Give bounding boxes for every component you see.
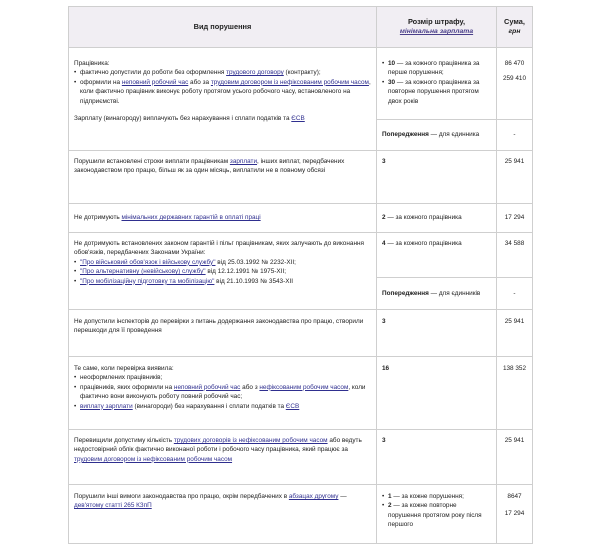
esv-link[interactable]: ЄСВ bbox=[285, 402, 300, 410]
list-item: • виплату зарплати (винагороди) без нарахування і сплати податків та ЄСВ bbox=[74, 402, 371, 411]
violation-cell: Те саме, коли перевірка виявила: • неоформлених працівників; • працівників, яких оформили на неповний робочий час або з нефіксованим робочим часом, коли фактично вони виконують роботу повний робочий час; • виплату зарплати (винагороди) без нарахування і сплати податків та ЄСВ bbox=[69, 357, 377, 430]
fines-table-wrapper bbox=[68, 6, 532, 544]
fine-cell: 2 — за кожного працівника bbox=[377, 204, 497, 233]
violation-cell: Перевищили допустиму кількість трудових договорів із нефіксованим робочим часом або ведуть недостовірний облік фактично виконаної роботи і робочого часу працівника, який працює за трудовим договором із нефіксованим робочим часом bbox=[69, 430, 377, 485]
non-fixed-hours-contract-link[interactable]: трудовим договором із нефіксованим робочим часом bbox=[210, 78, 369, 86]
list-item: • 2 — за кожне повторне порушення протягом року після першого bbox=[382, 501, 491, 529]
salary-link[interactable]: зарплати bbox=[229, 158, 258, 165]
table-row bbox=[69, 204, 533, 233]
salary-payment-link[interactable]: виплату зарплати bbox=[80, 402, 133, 410]
violation-cell: Працівника: • фактично допустили до роботи без оформлення трудового договору (контракту); • оформили на неповний робочий час або за трудовим договором із нефіксованим робочим часом, коли фактично працівник виконує роботу протягом усього робочого часу, встановленого на підприємстві. Зарплату (винагороду) виплачують без нарахування і сплати податків та ЄСВ bbox=[69, 48, 377, 151]
violation-cell: Не дотримують мінімальних державних гарантій в оплаті праці bbox=[69, 204, 377, 233]
warning-cell: Попередження — для єдинників bbox=[377, 278, 497, 310]
amount-cell: 8647 17 294 bbox=[497, 485, 533, 544]
labor-code-article-link[interactable]: дев'ятому статті 265 КЗпП bbox=[74, 502, 152, 510]
amount-cell: 17 294 bbox=[497, 204, 533, 233]
amount-cell: 25 941 bbox=[497, 430, 533, 485]
table-row bbox=[69, 430, 533, 485]
fine-cell: 3 bbox=[377, 430, 497, 485]
amount-cell: - bbox=[497, 278, 533, 310]
amount-cell: 25 941 bbox=[497, 151, 533, 204]
fines-table bbox=[68, 6, 533, 544]
amount-cell: 86 470 259 410 bbox=[497, 48, 533, 120]
header-amount: Сума, грн bbox=[497, 7, 533, 48]
violation-cell: Не допустили інспекторів до перевірки з питань додержання законодавства про працю, створили перешкоди для її проведення bbox=[69, 310, 377, 357]
part-time-link[interactable]: неповний робочий час bbox=[121, 78, 189, 86]
table-row bbox=[69, 233, 533, 278]
list-item: • "Про альтернативну (невійськову) службу" від 12.12.1991 № 1975-XII; bbox=[74, 267, 371, 276]
esv-link[interactable]: ЄСВ bbox=[291, 115, 305, 123]
table-row bbox=[69, 310, 533, 357]
table-row bbox=[69, 48, 533, 120]
table-row bbox=[69, 485, 533, 544]
list-item: • "Про мобілізаційну підготовку та мобілізацію" від 21.10.1993 № 3543-XII bbox=[74, 277, 371, 286]
list-item: • 30 — за кожного працівника за повторне порушення протягом двох років bbox=[382, 78, 491, 106]
violation-cell: Порушили інші вимоги законодавства про працю, окрім передбачених в абзацах другому — дев'ятому статті 265 КЗпП bbox=[69, 485, 377, 544]
table-row bbox=[69, 151, 533, 204]
header-fine-size: Розмір штрафу, мінімальна зарплата bbox=[377, 7, 497, 48]
fine-cell: 4 — за кожного працівника bbox=[377, 233, 497, 278]
military-duty-law-link[interactable]: "Про військовий обов'язок і військову службу" bbox=[80, 258, 216, 266]
minimum-wage-link[interactable]: мінімальна зарплата bbox=[399, 28, 474, 35]
minimum-guarantees-link[interactable]: мінімальних державних гарантій в оплаті праці bbox=[121, 214, 261, 222]
paragraphs-link[interactable]: абзацах другому bbox=[288, 493, 339, 500]
non-fixed-hours-link[interactable]: нефіксованим робочим часом bbox=[259, 383, 349, 391]
amount-cell: 34 588 bbox=[497, 233, 533, 278]
amount-cell: - bbox=[497, 119, 533, 150]
fine-cell: 16 bbox=[377, 357, 497, 430]
fine-cell bbox=[377, 48, 497, 120]
list-item: • оформили на неповний робочий час або за трудовим договором із нефіксованим робочим часом, коли фактично працівник виконує роботу протягом усього робочого часу, встановленого на підприємстві. bbox=[74, 78, 371, 106]
amount-cell: 25 941 bbox=[497, 310, 533, 357]
header-violation-type: Вид порушення bbox=[69, 7, 377, 48]
part-time-link[interactable]: неповний робочий час bbox=[173, 383, 241, 391]
table-row bbox=[69, 357, 533, 430]
list-item: • фактично допустили до роботи без оформлення трудового договору (контракту); bbox=[74, 68, 371, 77]
non-fixed-contract-link[interactable]: трудовим договором із нефіксованим робочим часом bbox=[74, 455, 233, 463]
list-item: • неоформлених працівників; bbox=[74, 373, 371, 382]
warning-cell: Попередження — для єдинника bbox=[377, 119, 497, 150]
labor-contract-link[interactable]: трудового договору bbox=[226, 69, 284, 77]
alternative-service-law-link[interactable]: "Про альтернативну (невійськову) службу" bbox=[80, 268, 206, 276]
fine-cell: 3 bbox=[377, 151, 497, 204]
table-header-row bbox=[69, 7, 533, 48]
non-fixed-contracts-link[interactable]: трудових договорів із нефіксованим робочим часом bbox=[173, 437, 328, 444]
violation-cell: Не дотримують встановлених законом гарантій і пільг працівникам, яких залучають до виконання обов'язків, передбачених Законами України: • "Про військовий обов'язок і військову службу" від 25.03.1992 № 2232-XII; • "Про альтернативну (невійськову) службу" від 12.12.1991 № 1975-XII; • "Про мобілізаційну підготовку та мобілізацію" від 21.10.1993 № 3543-XII bbox=[69, 233, 377, 310]
violation-cell: Порушили встановлені строки виплати працівникам зарплати, інших виплат, передбачених законодавством про працю, більш як за один місяць, виплатили не в повному обсязі bbox=[69, 151, 377, 204]
list-item: • 10 — за кожного працівника за перше порушення; bbox=[382, 59, 491, 78]
fine-cell bbox=[377, 485, 497, 544]
amount-cell: 138 352 bbox=[497, 357, 533, 430]
list-item: • працівників, яких оформили на неповний робочий час або з нефіксованим робочим часом, коли фактично вони виконують роботу повний робочий час; bbox=[74, 383, 371, 402]
list-item: • 1 — за кожне порушення; bbox=[382, 492, 491, 501]
mobilization-law-link[interactable]: "Про мобілізаційну підготовку та мобілізацію" bbox=[80, 277, 215, 285]
list-item: • "Про військовий обов'язок і військову службу" від 25.03.1992 № 2232-XII; bbox=[74, 258, 371, 267]
fine-cell: 3 bbox=[377, 310, 497, 357]
